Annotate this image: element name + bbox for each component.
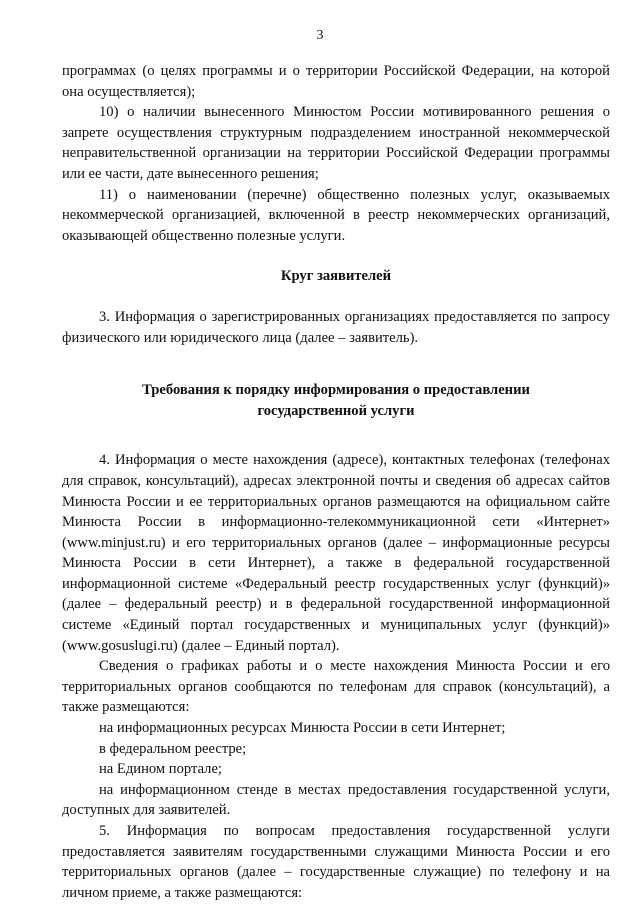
paragraph-schedule-info: Сведения о графиках работы и о месте нахождения Минюста России и его территориальных органов сообщаются по телефонам для справок (консультаций), а также размещаются: <box>62 658 610 716</box>
list-item-info-stand: на информационном стенде в местах предоставления государственной услуги, доступных для заявителей. <box>62 781 610 819</box>
section-heading-applicants: Круг заявителей <box>280 268 392 285</box>
paragraph-item-10: 10) о наличии вынесенного Минюстом России мотивированного решения о запрете осуществления структурным подразделением иностранной некоммерческой неправительственной организации на территории Российской Федерации программы или ее части, дате вынесенного решения; <box>62 104 610 182</box>
paragraph-item-3: 3. Информация о зарегистрированных организациях предоставляется по запросу физического или юридического лица (далее – заявитель). <box>62 308 610 346</box>
section-heading-line-2: государственной услуги <box>257 402 415 419</box>
list-item-federal-register: в федеральном реестре; <box>99 740 247 757</box>
document-body <box>62 61 610 903</box>
list-item-internet-resources: на информационных ресурсах Минюста России в сети Интернет; <box>99 720 506 737</box>
list-item-unified-portal: на Едином портале; <box>99 761 222 778</box>
section-heading-line-1: Требования к порядку информирования о предоставлении <box>142 382 530 399</box>
paragraph-item-5: 5. Информация по вопросам предоставления государственной услуги предоставляется заявителям государственными служащими Минюста России и его территориальных органов (далее – государственные служащие) по телефону и на личном приеме, а также размещаются: <box>62 823 610 901</box>
section-heading-informing-requirements <box>62 380 610 421</box>
paragraph-item-4: 4. Информация о месте нахождения (адресе), контактных телефонах (телефонах для справок, консультаций), адресах электронной почты и сведения об адресах сайтов Минюста России и ее территориальных органов размещаются на официальном сайте Минюста России в информационно-телекоммуникационной сети «Интернет» (www.minjust.ru) и его территориальных органов (далее – информационные ресурсы Минюста России в сети Интернет), а также в федеральной государственной информационной системе «Федеральный реестр государственных услуг (функций)» (далее – федеральный реестр) и в федеральной государственной информационной системе «Единый портал государственных и муниципальных услуг (функций)» (www.gosuslugi.ru) (далее – Единый портал). <box>62 452 610 654</box>
paragraph-item-11: 11) о наименовании (перечне) общественно полезных услуг, оказываемых некоммерческой организацией, включенной в реестр некоммерческих организаций, оказывающей общественно полезные услуги. <box>62 186 610 244</box>
paragraph-programs-continuation: программах (о целях программы и о территории Российской Федерации, на которой она осуществляется); <box>62 63 610 100</box>
page-number: 3 <box>316 28 324 43</box>
